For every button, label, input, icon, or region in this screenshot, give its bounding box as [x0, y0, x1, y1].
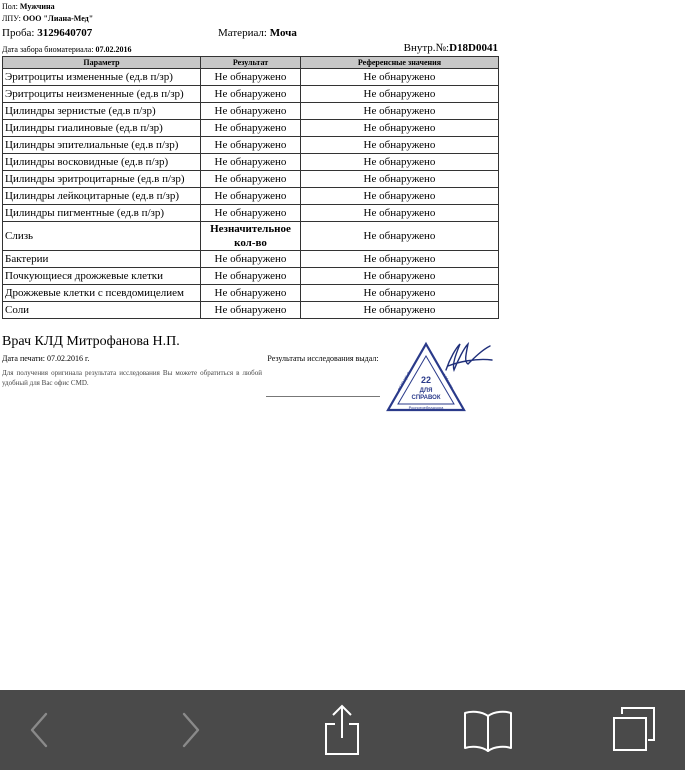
table-row: [3, 222, 499, 251]
cell-reference: Не обнаружено: [301, 285, 499, 302]
sex-value: Мужчина: [19, 2, 55, 11]
cell-result: Не обнаружено: [201, 188, 301, 205]
table-row: [3, 137, 499, 154]
cell-result: Не обнаружено: [201, 103, 301, 120]
cell-parameter: Почкующиеся дрожжевые клетки: [3, 268, 201, 285]
cell-parameter: Соли: [3, 302, 201, 319]
table-row: [3, 69, 499, 86]
cell-parameter: Цилиндры пигментные (ед.в п/зр): [3, 205, 201, 222]
results-table: [2, 56, 499, 319]
table-row: [3, 302, 499, 319]
header-result: Результат: [201, 57, 301, 69]
probe-label: Проба:: [2, 27, 35, 39]
cell-reference: Не обнаружено: [301, 103, 499, 120]
probe-value: 3129640707: [37, 27, 93, 39]
header-parameter: Параметр: [3, 57, 201, 69]
collection-date: [2, 45, 132, 55]
share-icon: [322, 704, 362, 756]
collection-date-label: Дата забора биоматериала:: [2, 45, 94, 54]
cell-result: Не обнаружено: [201, 302, 301, 319]
table-row: [3, 171, 499, 188]
forward-button[interactable]: [170, 690, 210, 770]
cell-result: Не обнаружено: [201, 137, 301, 154]
cell-result: Не обнаружено: [201, 154, 301, 171]
cell-reference: Не обнаружено: [301, 251, 499, 268]
table-row: [3, 188, 499, 205]
stamp-svg: [386, 340, 498, 414]
cell-reference: Не обнаружено: [301, 69, 499, 86]
table-row: [3, 103, 499, 120]
cell-parameter: Эритроциты измененные (ед.в п/зр): [3, 69, 201, 86]
table-row: [3, 154, 499, 171]
cell-parameter: Бактерии: [3, 251, 201, 268]
cell-reference: Не обнаружено: [301, 268, 499, 285]
signature: [446, 344, 492, 370]
cell-parameter: Цилиндры эпителиальные (ед.в п/зр): [3, 137, 201, 154]
cell-parameter: Слизь: [3, 222, 201, 251]
print-date: Дата печати: 07.02.2016 г.: [2, 354, 90, 363]
stamp-right: в Москве: [441, 372, 455, 390]
cell-result: Незначительное кол-во: [201, 222, 301, 251]
cell-reference: Не обнаружено: [301, 120, 499, 137]
cell-parameter: Цилиндры эритроцитарные (ед.в п/зр): [3, 171, 201, 188]
sex-label: Пол:: [2, 2, 18, 11]
material: [218, 27, 297, 39]
share-button[interactable]: [316, 690, 368, 770]
cell-result: Не обнаружено: [201, 268, 301, 285]
stamp: [386, 340, 498, 414]
cell-result: Не обнаружено: [201, 205, 301, 222]
cell-result: Не обнаружено: [201, 120, 301, 137]
issued-label: Результаты исследования выдал:: [267, 354, 379, 363]
internal-number: [404, 42, 498, 54]
stamp-refs: СПРАВОК: [411, 395, 441, 401]
cell-parameter: Цилиндры лейкоцитарные (ед.в п/зр): [3, 188, 201, 205]
stamp-left: ФБУЗ ЦГиЭ: [396, 370, 412, 392]
forward-icon: [178, 710, 202, 750]
table-header-row: [3, 57, 499, 69]
bookmarks-button[interactable]: [460, 690, 516, 770]
cell-result: Не обнаружено: [201, 171, 301, 188]
sex-line: [2, 2, 55, 12]
cell-reference: Не обнаружено: [301, 222, 499, 251]
cell-result: Не обнаружено: [201, 69, 301, 86]
lpu-line: [2, 14, 93, 24]
table-row: [3, 86, 499, 103]
cell-reference: Не обнаружено: [301, 302, 499, 319]
header-reference: Референсные значения: [301, 57, 499, 69]
probe-line: [2, 27, 498, 41]
back-button[interactable]: [20, 690, 60, 770]
cell-result: Не обнаружено: [201, 285, 301, 302]
cell-reference: Не обнаружено: [301, 188, 499, 205]
browser-toolbar: [0, 690, 685, 770]
stamp-for: ДЛЯ: [419, 388, 433, 394]
table-row: [3, 251, 499, 268]
cell-parameter: Цилиндры гиалиновые (ед.в п/зр): [3, 120, 201, 137]
cell-reference: Не обнаружено: [301, 137, 499, 154]
back-icon: [28, 710, 52, 750]
cell-parameter: Цилиндры зернистые (ед.в п/зр): [3, 103, 201, 120]
table-row: [3, 268, 499, 285]
table-row: [3, 205, 499, 222]
internal-number-label: Внутр.№:: [403, 42, 450, 54]
date-line: [2, 42, 498, 56]
original-note: Для получения оригинала результата исследования Вы можете обратиться в любой удобный для Вас офис CMD.: [2, 369, 262, 387]
cell-result: Не обнаружено: [201, 86, 301, 103]
cell-reference: Не обнаружено: [301, 171, 499, 188]
material-label: Материал:: [218, 27, 267, 39]
cell-reference: Не обнаружено: [301, 154, 499, 171]
stamp-bottom: Роспотребнадзора: [408, 405, 444, 410]
cell-result: Не обнаружено: [201, 251, 301, 268]
bookmarks-icon: [463, 708, 513, 752]
table-row: [3, 120, 499, 137]
table-row: [3, 285, 499, 302]
signature-line: [266, 396, 380, 397]
cell-reference: Не обнаружено: [301, 205, 499, 222]
internal-number-value: D18D0041: [449, 42, 498, 54]
material-value: Моча: [269, 27, 297, 39]
tabs-button[interactable]: [606, 690, 662, 770]
cell-reference: Не обнаружено: [301, 86, 499, 103]
lpu-value: ООО "Лиана-Мед": [22, 14, 94, 23]
stamp-number: 22: [420, 375, 432, 385]
cell-parameter: Эритроциты неизмененные (ед.в п/зр): [3, 86, 201, 103]
cell-parameter: Дрожжевые клетки с псевдомицелием: [3, 285, 201, 302]
collection-date-value: 07.02.2016: [95, 45, 132, 54]
tabs-icon: [610, 706, 658, 754]
lpu-label: ЛПУ:: [2, 14, 21, 23]
cell-parameter: Цилиндры восковидные (ед.в п/зр): [3, 154, 201, 171]
doctor-name: Врач КЛД Митрофанова Н.П.: [2, 334, 180, 349]
